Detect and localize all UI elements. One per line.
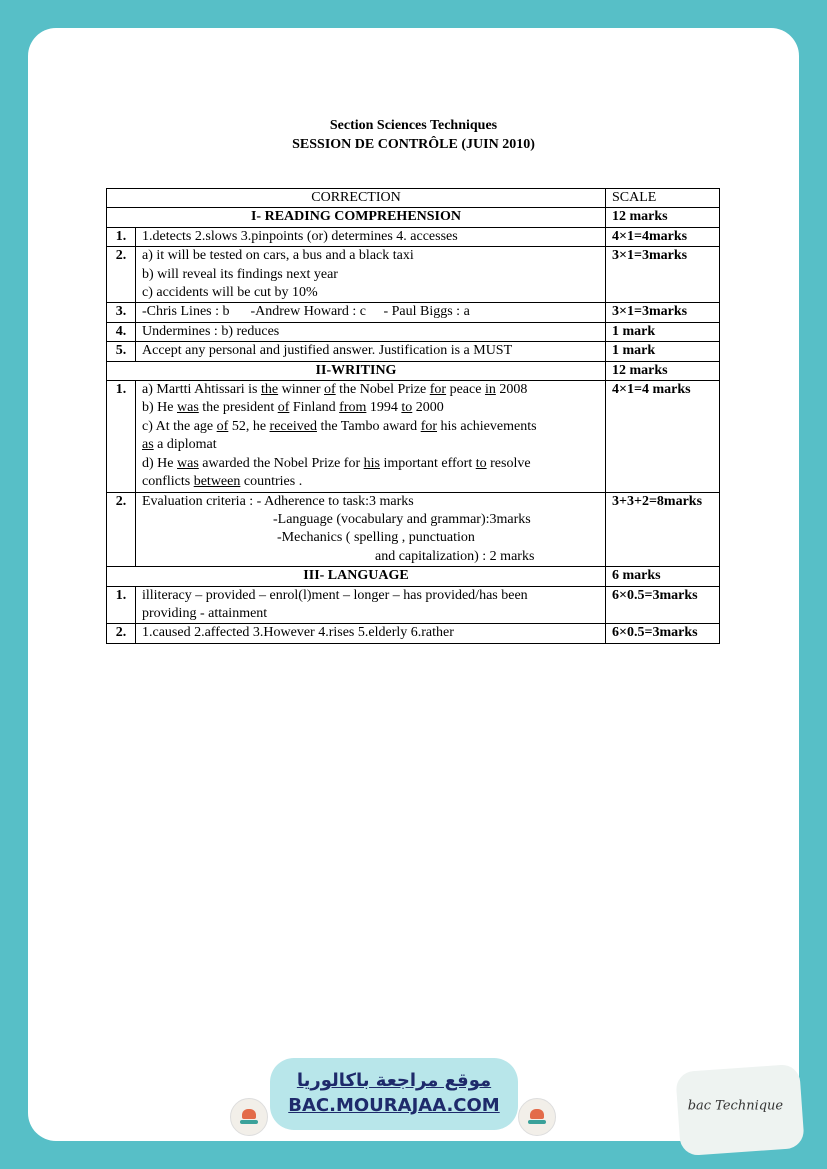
row-number: 2. (107, 624, 136, 643)
site-url-link[interactable]: BAC.MOURAJAA.COM (288, 1095, 500, 1116)
scale-cell: 3×1=3marks (606, 247, 720, 303)
row-number: 4. (107, 322, 136, 341)
answer-line: providing - attainment (142, 605, 268, 621)
section-title: Section Sciences Techniques (329, 118, 498, 133)
section-row (107, 567, 720, 586)
answer-line: as a diplomat (142, 437, 217, 453)
answer-cell (136, 381, 606, 492)
table-row (107, 342, 720, 361)
answer-line: -Language (vocabulary and grammar):3marks (273, 511, 531, 527)
answer-cell: 1.caused 2.affected 3.However 4.rises 5.elderly 6.rather (136, 624, 606, 643)
answer-cell (136, 586, 606, 624)
answer-line: b) will reveal its findings next year (142, 266, 338, 282)
answer-line: illiteracy – provided – enrol(l)ment – longer – has provided/has been (142, 587, 528, 603)
scale-cell: 6×0.5=3marks (606, 624, 720, 643)
section-row (107, 208, 720, 227)
scale-cell: 1 mark (606, 322, 720, 341)
table-row (107, 303, 720, 322)
table-row (107, 492, 720, 567)
row-number: 1. (107, 381, 136, 492)
table-row (107, 322, 720, 341)
answer-cell: Undermines : b) reduces (136, 322, 606, 341)
row-number: 3. (107, 303, 136, 322)
table-header-row (107, 189, 720, 208)
answer-cell (136, 247, 606, 303)
scale-cell: 3×1=3marks (606, 303, 720, 322)
row-number: 2. (107, 492, 136, 567)
row-number: 2. (107, 247, 136, 303)
section-title-writing: II-WRITING (107, 361, 606, 380)
table-row (107, 227, 720, 246)
answer-line: d) He was awarded the Nobel Prize for his important effort to resolve (142, 455, 531, 471)
site-banner[interactable] (270, 1058, 518, 1130)
scale-cell: 4×1=4marks (606, 227, 720, 246)
answer-line: Evaluation criteria : - Adherence to task:3 marks (142, 493, 414, 509)
site-logo-icon (230, 1098, 268, 1136)
answer-line: conflicts between countries . (142, 474, 303, 490)
section-scale: 12 marks (606, 361, 720, 380)
answer-cell: 1.detects 2.slows 3.pinpoints (or) determines 4. accesses (136, 227, 606, 246)
table-row (107, 624, 720, 643)
section-scale: 12 marks (606, 208, 720, 227)
section-title-reading: I- READING COMPREHENSION (107, 208, 606, 227)
section-scale: 6 marks (606, 567, 720, 586)
table-row (107, 247, 720, 303)
row-number: 1. (107, 227, 136, 246)
row-number: 1. (107, 586, 136, 624)
answer-cell: Accept any personal and justified answer. Justification is a MUST (136, 342, 606, 361)
scale-cell: 4×1=4 marks (606, 381, 720, 492)
answer-line: b) He was the president of Finland from 1994 to 2000 (142, 400, 444, 416)
scale-cell: 3+3+2=8marks (606, 492, 720, 567)
answer-line: -Mechanics ( spelling , punctuation (277, 530, 475, 546)
scale-cell: 6×0.5=3marks (606, 586, 720, 624)
answer-cell (136, 492, 606, 567)
col-scale-header: SCALE (606, 189, 720, 208)
site-name-arabic[interactable]: موقع مراجعة باكالوريا (296, 1070, 492, 1091)
table-row (107, 381, 720, 492)
section-title-language: III- LANGUAGE (107, 567, 606, 586)
answer-line: c) At the age of 52, he received the Tambo award for his achievements (142, 418, 537, 434)
col-correction-header: CORRECTION (107, 189, 606, 208)
bac-technique-badge (675, 1064, 805, 1156)
badge-text: bac Technique (687, 1098, 784, 1114)
site-logo-icon (518, 1098, 556, 1136)
answer-cell: -Chris Lines : b -Andrew Howard : c - Paul Biggs : a (136, 303, 606, 322)
correction-table (106, 188, 720, 644)
table-row (107, 586, 720, 624)
scale-cell: 1 mark (606, 342, 720, 361)
document-page (28, 28, 799, 1141)
document-header (28, 116, 799, 154)
answer-line: a) it will be tested on cars, a bus and a black taxi (142, 248, 414, 264)
row-number: 5. (107, 342, 136, 361)
session-title: SESSION DE CONTRÔLE (JUIN 2010) (292, 137, 535, 152)
answer-line: c) accidents will be cut by 10% (142, 285, 318, 301)
answer-line: and capitalization) : 2 marks (375, 548, 535, 564)
section-row (107, 361, 720, 380)
answer-line: a) Martti Ahtissari is the winner of the Nobel Prize for peace in 2008 (142, 382, 528, 398)
